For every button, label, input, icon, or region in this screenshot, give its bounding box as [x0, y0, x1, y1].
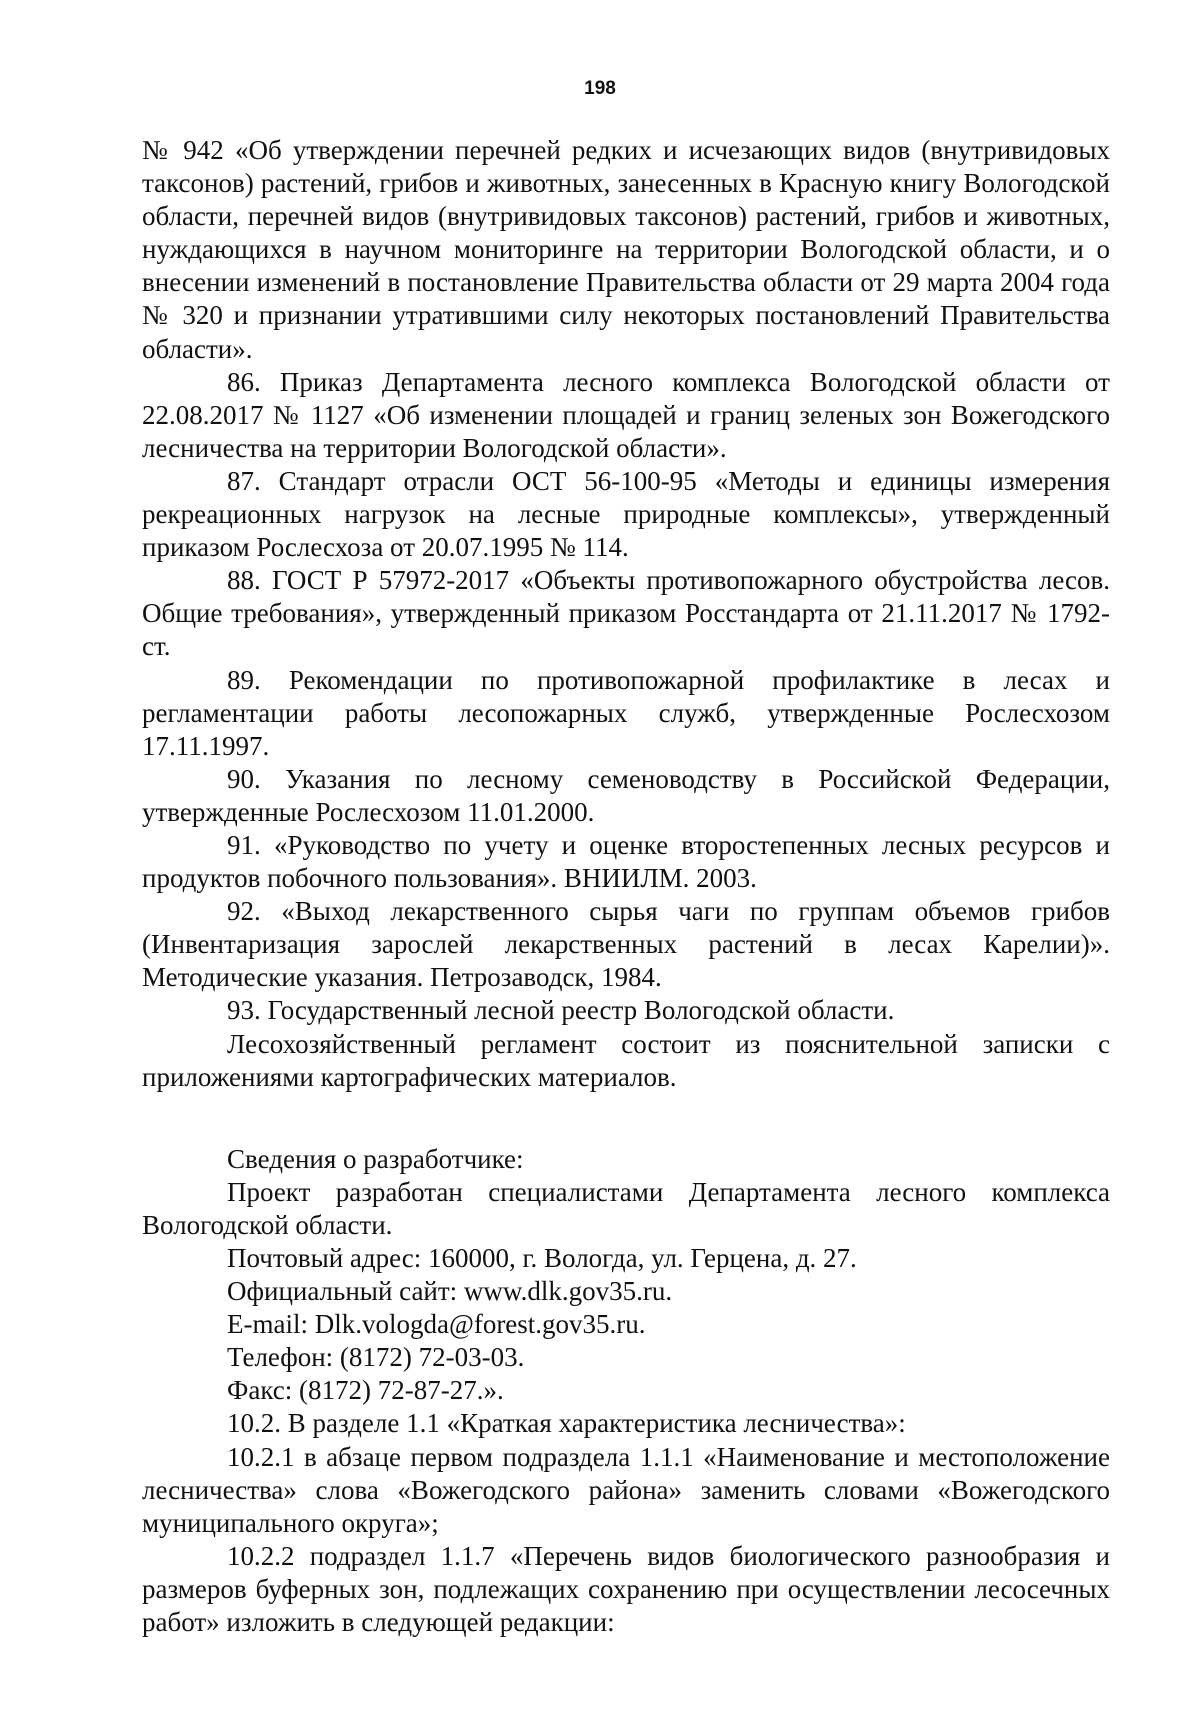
- developer-address: Почтовый адрес: 160000, г. Вологда, ул. Герцена, д. 27.: [227, 1243, 857, 1273]
- list-item-88: 88. ГОСТ Р 57972-2017 «Объекты противопожарного обустройства лесов. Общие требования», утвержденный приказом Росстандарта от 21.11.2017 № 1792-ст.: [142, 565, 1110, 662]
- amendment-10-2: 10.2. В разделе 1.1 «Краткая характеристика лесничества»:: [227, 1408, 906, 1439]
- list-item-93: 93. Государственный лесной реестр Вологодской области.: [227, 995, 895, 1026]
- developer-project: Проект разработан специалистами Департамента лесного комплекса Вологодской области.: [142, 1176, 1110, 1240]
- developer-email: E-mail: Dlk.vologda@forest.gov35.ru.: [227, 1309, 646, 1340]
- document-body: [142, 134, 1110, 1639]
- list-item-87: 87. Стандарт отрасли ОСТ 56-100-95 «Методы и единицы измерения рекреационных нагрузок на лесные природные комплексы», утвержденный приказом Рослесхоза от 20.07.1995 № 114.: [142, 465, 1110, 563]
- regulation-composition-paragraph: Лесохозяйственный регламент состоит из пояснительной записки с приложениями картографических материалов.: [142, 1028, 1110, 1092]
- list-item-89: 89. Рекомендации по противопожарной профилактике в лесах и регламентации работы лесопожарных служб, утвержденные Рослесхозом 17.11.1997.: [142, 664, 1110, 761]
- developer-site: Официальный сайт: www.dlk.gov35.ru.: [227, 1276, 673, 1307]
- list-item-91: 91. «Руководство по учету и оценке второстепенных лесных ресурсов и продуктов побочного пользования». ВНИИЛМ. 2003.: [142, 829, 1110, 894]
- developer-phone: Телефон: (8172) 72-03-03.: [227, 1342, 525, 1373]
- section-gap: [142, 1094, 1110, 1143]
- paragraph-85-continuation: № 942 «Об утверждении перечней редких и исчезающих видов (внутривидовых таксонов) растений, грибов и животных, занесенных в Красную книгу Вологодской области, перечней видов (внутривидовых таксонов) растений, грибов и животных, нуждающихся в научном мониторинге на территории Вологодской области, и о внесении изменений в постановление Правительства области от 29 марта 2004 года № 320 и признании утратившими силу некоторых постановлений Правительства области».: [142, 135, 1110, 364]
- list-item-90: 90. Указания по лесному семеноводству в Российской Федерации, утвержденные Рослесхозом 11.01.2000.: [142, 763, 1110, 827]
- developer-fax: Факс: (8172) 72-87-27.».: [227, 1375, 504, 1406]
- list-item-86: 86. Приказ Департамента лесного комплекса Вологодской области от 22.08.2017 № 1127 «Об изменении площадей и границ зеленых зон Вожегодского лесничества на территории Вологодской области».: [142, 366, 1110, 463]
- list-item-92: 92. «Выход лекарственного сырья чаги по группам объемов грибов (Инвентаризация зарослей лекарственных растений в лесах Карелии)». Методические указания. Петрозаводск, 1984.: [142, 896, 1110, 993]
- amendment-10-2-2: 10.2.2 подраздел 1.1.7 «Перечень видов биологического разнообразия и размеров буферных зон, подлежащих сохранению при осуществлении лесосечных работ» изложить в следующей редакции:: [142, 1540, 1110, 1638]
- developer-heading: Сведения о разработчике:: [227, 1143, 524, 1174]
- page-number: 198: [584, 78, 616, 99]
- amendment-10-2-1: 10.2.1 в абзаце первом подраздела 1.1.1 «Наименование и местоположение лесничества» слова «Вожегодского района» заменить словами «Вожегодского муниципального округа»;: [142, 1441, 1110, 1538]
